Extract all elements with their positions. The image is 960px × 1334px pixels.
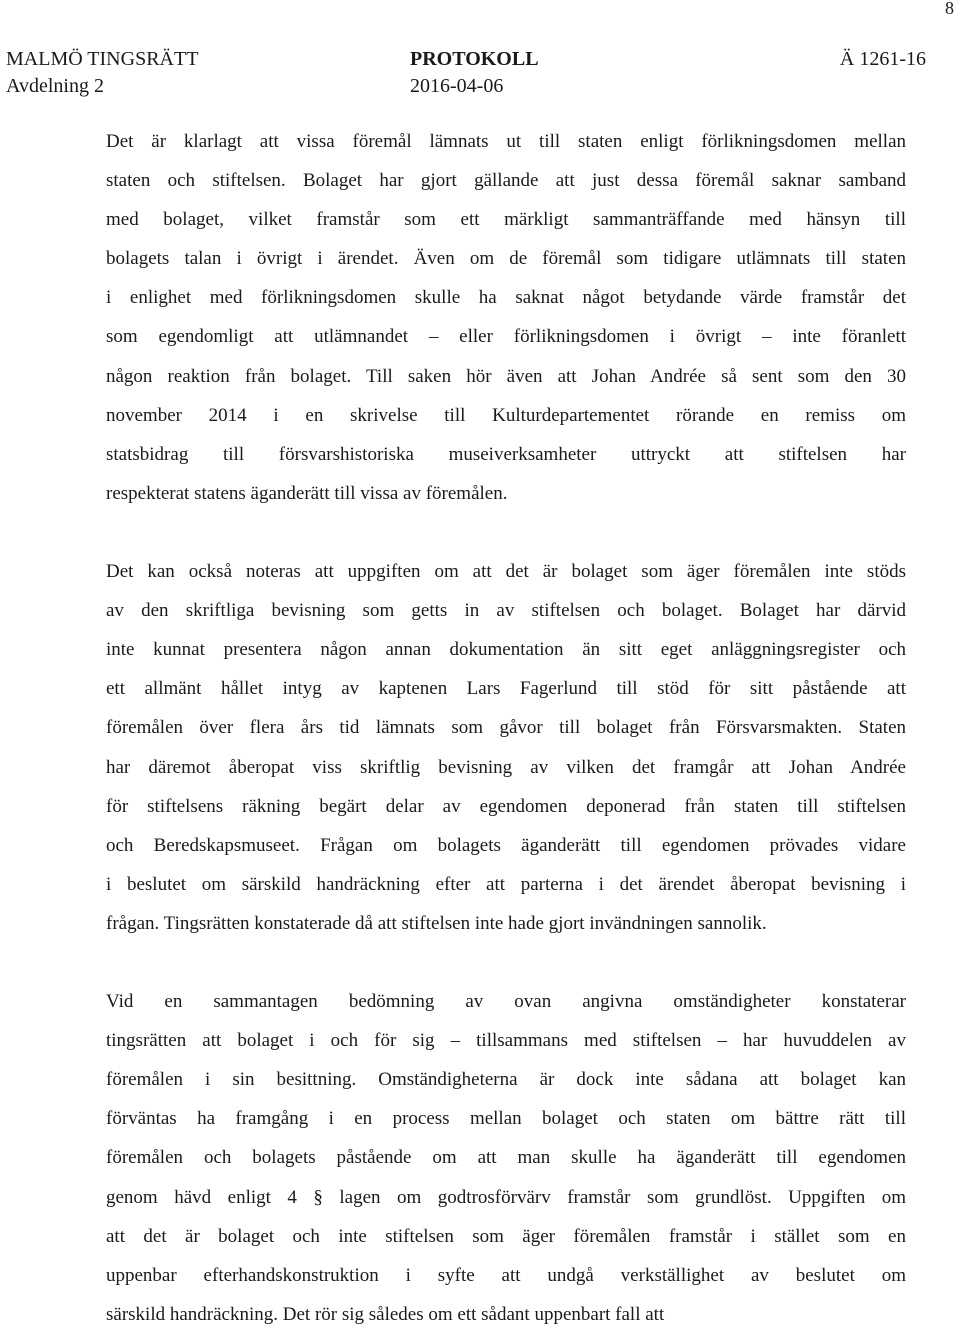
- text-line: någon reaktion från bolaget. Till saken hör även att Johan Andrée så sent som den 30: [106, 365, 906, 387]
- text-line: för stiftelsens räkning begärt delar av egendomen deponerad från staten till stiftelsen: [106, 795, 906, 817]
- page-number: 8: [945, 0, 954, 18]
- text-line: som egendomligt att utlämnandet – eller förlikningsdomen i övrigt – inte föranlett: [106, 326, 906, 348]
- text-line: inte kunnat presentera någon annan dokumentation än sitt eget anläggningsregister och: [106, 639, 906, 661]
- paragraph-2: [106, 552, 906, 943]
- text-line: ett allmänt hållet intyg av kaptenen Lars Fagerlund till stöd för sitt påstående att: [106, 678, 906, 700]
- text-line: Vid en sammantagen bedömning av ovan angivna omständigheter konstaterar: [106, 991, 906, 1013]
- text-line: särskild handräckning. Det rör sig således om ett sådant uppenbart fall att: [106, 1303, 665, 1325]
- document-header: [6, 46, 926, 100]
- text-line: uppenbar efterhandskonstruktion i syfte att undgå verkställighet av beslutet om: [106, 1264, 906, 1286]
- header-row-2: [6, 73, 926, 100]
- text-line: att det är bolaget och inte stiftelsen som äger föremålen framstår i stället som en: [106, 1225, 906, 1247]
- text-line: av den skriftliga bevisning som getts in av stiftelsen och bolaget. Bolaget har därvid: [106, 600, 906, 622]
- text-line: tingsrätten att bolaget i och för sig – tillsammans med stiftelsen – har huvuddelen av: [106, 1030, 906, 1052]
- department: Avdelning 2: [6, 75, 104, 97]
- text-line: föremålen och bolagets påstående om att man skulle ha äganderätt till egendomen: [106, 1147, 906, 1169]
- case-number: Ä 1261-16: [839, 48, 926, 70]
- paragraph-1: [106, 122, 906, 513]
- text-line: frågan. Tingsrätten konstaterade då att stiftelsen inte hade gjort invändningen sannolik.: [106, 912, 767, 934]
- text-line: statsbidrag till försvarshistoriska museiverksamheter uttryckt att stiftelsen har: [106, 443, 906, 465]
- text-line: förväntas ha framgång i en process mellan bolaget och staten om bättre rätt till: [106, 1108, 906, 1130]
- paragraph-spacer: [106, 943, 906, 982]
- text-line: har däremot åberopat viss skriftlig bevisning av vilken det framgår att Johan Andrée: [106, 756, 906, 778]
- paragraph-spacer: [106, 513, 906, 552]
- paragraph-3: [106, 982, 906, 1334]
- text-line: Det är klarlagt att vissa föremål lämnats ut till staten enligt förlikningsdomen mellan: [106, 131, 906, 152]
- text-line: och Beredskapsmuseet. Frågan om bolagets äganderätt till egendomen prövades vidare: [106, 834, 906, 856]
- document-type: PROTOKOLL: [410, 48, 539, 70]
- text-line: i beslutet om särskild handräckning efter att parterna i det ärendet åberopat bevisning i: [106, 873, 906, 895]
- text-line: föremålen i sin besittning. Omständigheterna är dock inte sådana att bolaget kan: [106, 1069, 906, 1091]
- text-line: Det kan också noteras att uppgiften om att det är bolaget som äger föremålen inte stöds: [106, 561, 906, 583]
- document-body: [106, 122, 906, 1334]
- text-line: staten och stiftelsen. Bolaget har gjort gällande att just dessa föremål saknar samband: [106, 170, 906, 192]
- text-line: bolagets talan i övrigt i ärendet. Även om de föremål som tidigare utlämnats till staten: [106, 248, 906, 270]
- text-line: med bolaget, vilket framstår som ett märkligt sammanträffande med hänsyn till: [106, 209, 906, 231]
- text-line: i enlighet med förlikningsdomen skulle ha saknat något betydande värde framstår det: [106, 287, 906, 309]
- document-date: 2016-04-06: [410, 75, 504, 97]
- header-row-1: [6, 46, 926, 73]
- text-line: november 2014 i en skrivelse till Kulturdepartementet rörande en remiss om: [106, 404, 906, 426]
- court-name: MALMÖ TINGSRÄTT: [6, 48, 199, 70]
- text-line: respekterat statens äganderätt till vissa av föremålen.: [106, 482, 508, 504]
- text-line: genom hävd enligt 4 § lagen om godtrosförvärv framstår som grundlöst. Uppgiften om: [106, 1186, 906, 1208]
- text-line: föremålen över flera års tid lämnats som gåvor till bolaget från Försvarsmakten. Staten: [106, 717, 906, 739]
